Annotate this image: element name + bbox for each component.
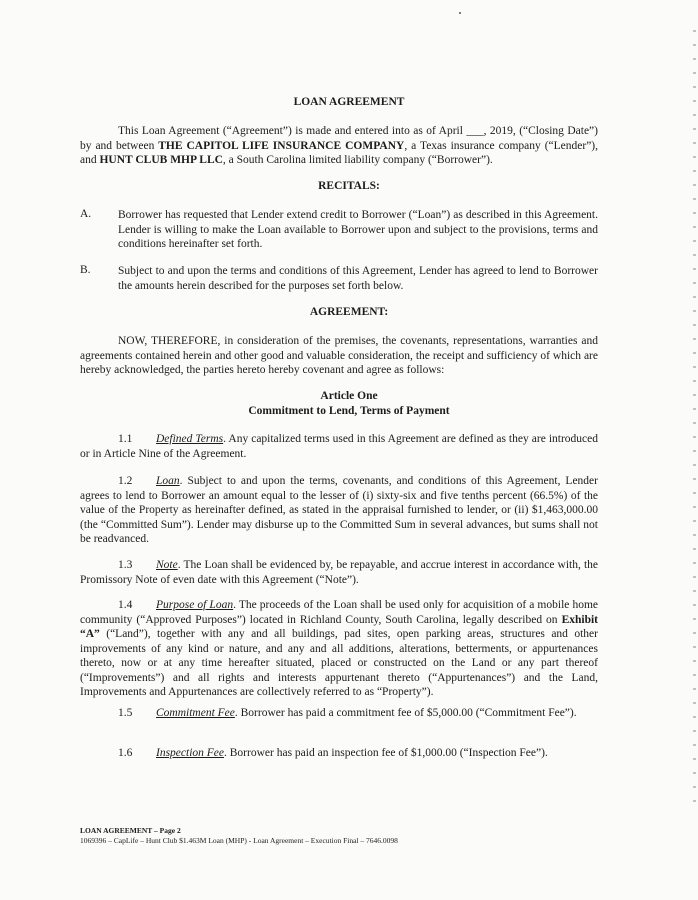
- section-number: 1.4: [118, 599, 133, 611]
- recital-a-text: Borrower has requested that Lender extend credit to Borrower (“Loan”) as described in this Agreement. Lender is willing to make the Loan available to Borrower upon and subject to the provisions, terms and conditions hereinafter set forth.: [118, 209, 598, 250]
- footer-page-label: LOAN AGREEMENT – Page 2: [80, 826, 181, 835]
- section-text: . Subject to and upon the terms, covenants, and conditions of this Agreement, Lender agrees to lend to Borrower an amount equal to the lesser of (i) sixty-six and five tenths percent (66.5%) of the value of the Property as hereinafter defined, as stated in the appraisal furnished to lender, or (ii) $1,463,000.00 (the “Committed Sum”). Lender may disburse up to the Committed Sum in several advances, but sums shall not be readvanced.: [80, 475, 598, 545]
- agreement-paragraph: NOW, THEREFORE, in consideration of the premises, the covenants, representations, warranties and agreements contained herein and other good and valuable consideration, the receipt and sufficiency of which are hereby acknowledged, the parties hereto hereby covenant and agree as follows:: [80, 335, 598, 376]
- section-text: . Borrower has paid an inspection fee of $1,000.00 (“Inspection Fee”).: [224, 747, 548, 759]
- section-title: Loan: [156, 475, 180, 487]
- document-title: LOAN AGREEMENT: [293, 96, 405, 108]
- intro-paragraph: [80, 124, 598, 168]
- intro-text-2: , a Texas insurance company (“Lender”), and: [80, 139, 599, 166]
- section-title: Purpose of Loan: [156, 599, 234, 611]
- lender-name: THE CAPITOL LIFE INSURANCE COMPANY: [158, 139, 405, 152]
- scan-speck: [459, 12, 461, 14]
- section-text: . The proceeds of the Loan shall be used only for acquisition of a mobile home community (“Approved Purposes”) located in Richland County, South Carolina, legally described on: [80, 599, 598, 626]
- section-number: 1.6: [118, 747, 133, 759]
- section-title: Note: [156, 559, 178, 571]
- section-title: Commitment Fee: [156, 707, 235, 719]
- section-1-4: [80, 598, 598, 700]
- scan-edge-marks: [693, 30, 696, 810]
- section-number: 1.1: [118, 433, 133, 445]
- section-title: Inspection Fee: [156, 747, 225, 759]
- borrower-name: HUNT CLUB MHP LLC: [99, 154, 223, 166]
- intro-text-1: This Loan Agreement (“Agreement”) is made and entered into as of April ___, 2019, (“Closing Date”) by and between: [80, 125, 598, 152]
- article-subtitle: Commitment to Lend, Terms of Payment: [248, 405, 450, 417]
- section-1-3: [80, 558, 598, 587]
- section-title: Defined Terms: [156, 433, 224, 445]
- page-footer: [80, 826, 398, 846]
- section-number: 1.3: [118, 559, 133, 571]
- section-number: 1.5: [118, 707, 133, 719]
- section-number: 1.2: [118, 475, 133, 487]
- footer-document-id: 1069396 – CapLife – Hunt Club $1.463M Loan (MHP) - Loan Agreement – Execution Final – 7646.0098: [80, 836, 398, 845]
- recital-b-text: Subject to and upon the terms and conditions of this Agreement, Lender has agreed to lend to Borrower the amounts herein described for the purposes set forth below.: [118, 265, 598, 292]
- section-text: . The Loan shall be evidenced by, be repayable, and accrue interest in accordance with, the Promissory Note of even date with this Agreement (“Note”).: [80, 559, 598, 586]
- intro-text-3: , a South Carolina limited liability company (“Borrower”).: [222, 154, 493, 166]
- section-1-5: [80, 706, 598, 721]
- section-1-6: [80, 746, 598, 761]
- recital-b-letter: B.: [80, 264, 91, 276]
- recital-a-letter: A.: [80, 208, 92, 220]
- section-text-continued: (“Land”), together with any and all buildings, pad sites, open parking areas, structures and other improvements of any kind or nature, and any and all additions, alterations, betterments, or appurtenances thereto, now or at any time hereafter situated, placed or constructed on the Land or any part thereof (“Improvements”) and all rights and interests appurtenant thereto (“Appurtenances”) and the Land, Improvements and Appurtenances are collectively referred to as “Property”).: [80, 628, 598, 698]
- section-text: . Borrower has paid a commitment fee of $5,000.00 (“Commitment Fee”).: [234, 707, 577, 719]
- section-1-2: [80, 474, 598, 547]
- agreement-heading: AGREEMENT:: [309, 306, 389, 318]
- article-title: Article One: [320, 390, 378, 402]
- recitals-heading: RECITALS:: [318, 180, 380, 192]
- section-text: . Any capitalized terms used in this Agreement are defined as they are introduced or in Article Nine of the Agreement.: [80, 433, 598, 460]
- exhibit-reference: Exhibit “A”: [80, 613, 598, 640]
- section-1-1: [80, 432, 598, 461]
